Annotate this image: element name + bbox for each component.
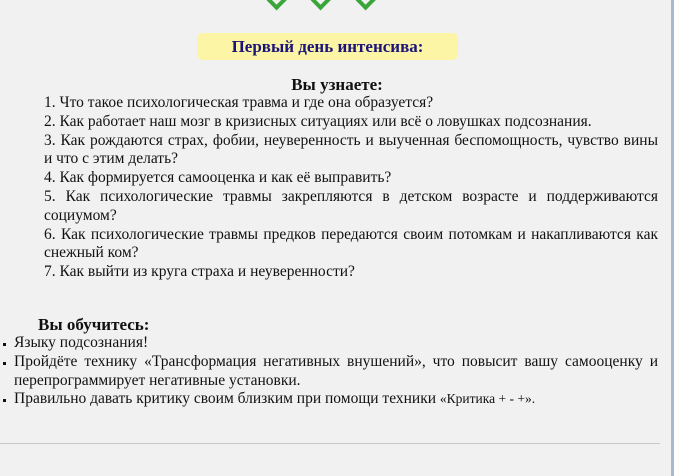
list-item: 6. Как психологические травмы предков передаются своим потомкам и накапливаются как снежный ком?: [44, 225, 658, 262]
train-heading: Вы обучитесь:: [38, 315, 150, 334]
divider: [0, 443, 660, 444]
check-icon: [311, 0, 334, 10]
list-item: 3. Как рождаются страх, фобии, неуверенность и выученная беспомощность, чувство вины и что с этим делать?: [44, 131, 658, 168]
check-icon: [267, 0, 290, 10]
list-item: 7. Как выйти из круга страха и неуверенности?: [44, 263, 355, 281]
list-item-text: Языку подсознания!: [14, 334, 149, 351]
learn-list: [44, 94, 658, 282]
list-item: [14, 334, 658, 353]
list-item: 4. Как формируется самооценка и как её выправить?: [44, 169, 392, 187]
learn-heading: Вы узнаете:: [291, 75, 383, 94]
list-item-text: Правильно давать критику своим близким при помощи техники: [14, 390, 440, 408]
list-item: [14, 390, 658, 409]
list-item: 5. Как психологические травмы закрепляются в детском возрасте и поддерживаются социумом?: [44, 187, 658, 224]
list-item: 2. Как работает наш мозг в кризисных ситуациях или всё о ловушках подсознания.: [44, 112, 592, 130]
list-item-text: Пройдёте технику «Трансформация негативных внушений», что повысит вашу самооценку и перепрограммирует негативные установки.: [14, 352, 658, 389]
day-title: Первый день интенсива:: [197, 33, 458, 60]
list-item: [14, 353, 658, 391]
list-item: 1. Что такое психологическая травма и где она образуется?: [44, 94, 434, 111]
technique-name: «Критика + - +».: [439, 391, 536, 407]
check-icon: [356, 0, 379, 10]
train-list: [0, 334, 658, 409]
